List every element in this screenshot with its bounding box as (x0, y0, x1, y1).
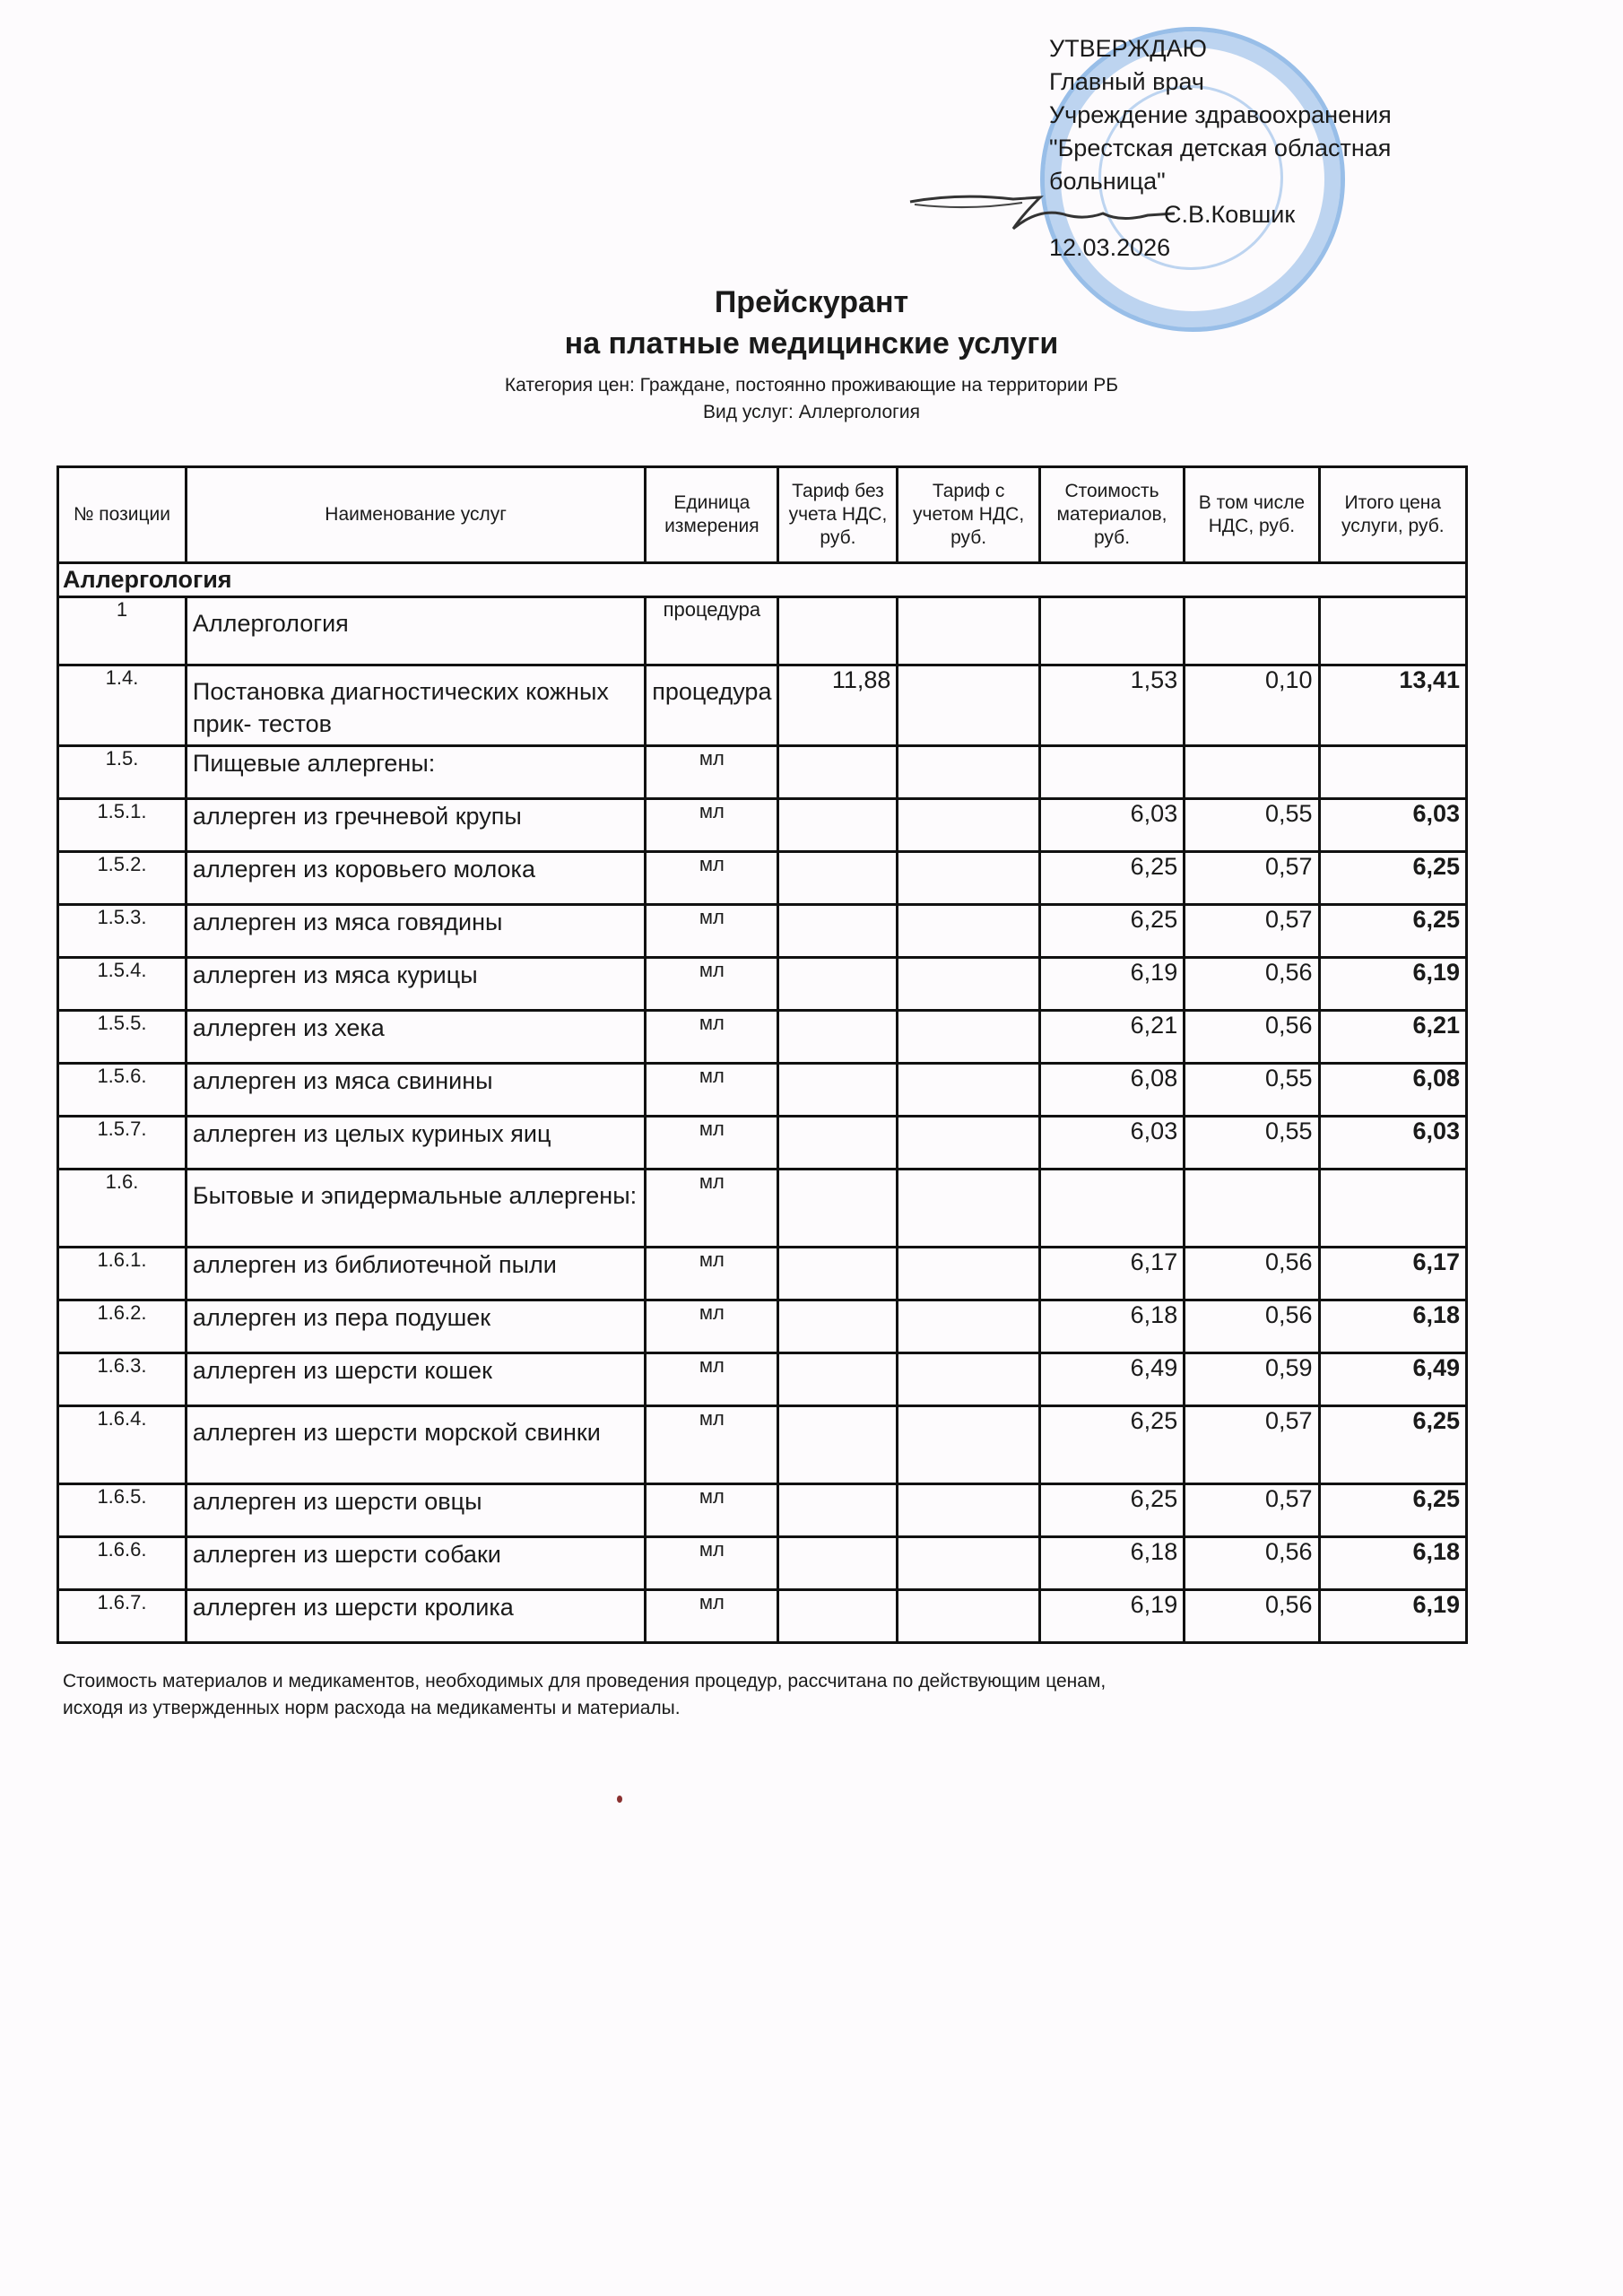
tariff-vat-cell (898, 1537, 1039, 1590)
tariff-vat-cell (898, 1406, 1039, 1484)
service-name-cell: аллерген из шерсти морской свинки (186, 1406, 645, 1484)
col-header-tariff-no-vat: Тариф без учета НДС, руб. (778, 467, 898, 563)
total-cell: 6,08 (1319, 1064, 1466, 1117)
service-name-cell: аллерген из библиотечной пыли (186, 1248, 645, 1300)
table-row (58, 958, 1467, 1011)
materials-cell: 6,19 (1039, 1590, 1184, 1643)
position-cell: 1.5.7. (58, 1117, 187, 1170)
tariff-no-vat-cell (778, 1170, 898, 1248)
unit-cell: мл (646, 1590, 778, 1643)
tariff-no-vat-cell (778, 852, 898, 905)
table-row (58, 1537, 1467, 1590)
tariff-vat-cell (898, 799, 1039, 852)
col-header-position: № позиции (58, 467, 187, 563)
page-title: Прейскурант (714, 285, 909, 319)
approval-block (1049, 32, 1392, 265)
approval-line: "Брестская детская областная (1049, 135, 1392, 161)
tariff-no-vat-cell (778, 1353, 898, 1406)
position-cell: 1.6.4. (58, 1406, 187, 1484)
materials-cell: 6,18 (1039, 1300, 1184, 1353)
vat-cell: 0,56 (1185, 958, 1319, 1011)
col-header-tariff-vat: Тариф с учетом НДС, руб. (898, 467, 1039, 563)
unit-cell: мл (646, 1537, 778, 1590)
table-row (58, 799, 1467, 852)
materials-cell: 6,25 (1039, 1406, 1184, 1484)
vat-cell (1185, 1170, 1319, 1248)
materials-cell: 6,18 (1039, 1537, 1184, 1590)
tariff-vat-cell (898, 905, 1039, 958)
approval-date: 12.03.2026 (1049, 234, 1171, 261)
tariff-no-vat-cell (778, 958, 898, 1011)
service-name-cell: Аллергология (186, 597, 645, 665)
unit-cell: мл (646, 1353, 778, 1406)
vat-cell: 0,59 (1185, 1353, 1319, 1406)
materials-cell: 6,03 (1039, 799, 1184, 852)
vat-cell: 0,56 (1185, 1011, 1319, 1064)
table-row (58, 1011, 1467, 1064)
unit-cell: мл (646, 1406, 778, 1484)
service-name-cell: аллерген из шерсти кошек (186, 1353, 645, 1406)
table-row (58, 1117, 1467, 1170)
materials-cell (1039, 597, 1184, 665)
tariff-vat-cell (898, 1300, 1039, 1353)
total-cell: 6,49 (1319, 1353, 1466, 1406)
tariff-vat-cell (898, 665, 1039, 746)
vat-cell (1185, 746, 1319, 799)
total-cell: 6,25 (1319, 1484, 1466, 1537)
tariff-no-vat-cell (778, 1484, 898, 1537)
page-subtitle: на платные медицинские услуги (564, 326, 1059, 361)
position-cell: 1.5.4. (58, 958, 187, 1011)
unit-cell: мл (646, 1064, 778, 1117)
table-row (58, 1300, 1467, 1353)
service-name-cell: аллерген из мяса курицы (186, 958, 645, 1011)
service-name-cell: аллерген из мяса свинины (186, 1064, 645, 1117)
position-cell: 1.6.2. (58, 1300, 187, 1353)
col-header-vat: В том числе НДС, руб. (1185, 467, 1319, 563)
position-cell: 1.6.7. (58, 1590, 187, 1643)
tariff-no-vat-cell (778, 1590, 898, 1643)
position-cell: 1.4. (58, 665, 187, 746)
table-row (58, 852, 1467, 905)
col-header-materials: Стоимость материалов, руб. (1039, 467, 1184, 563)
scan-speck (617, 1796, 622, 1803)
materials-cell: 6,03 (1039, 1117, 1184, 1170)
total-cell: 6,03 (1319, 1117, 1466, 1170)
section-row (58, 563, 1467, 597)
unit-cell: мл (646, 852, 778, 905)
table-row (58, 1406, 1467, 1484)
price-table (56, 465, 1468, 1644)
service-name-cell: аллерген из шерсти собаки (186, 1537, 645, 1590)
unit-cell: мл (646, 1248, 778, 1300)
col-header-total: Итого цена услуги, руб. (1319, 467, 1466, 563)
vat-cell: 0,56 (1185, 1248, 1319, 1300)
service-name-cell: аллерген из коровьего молока (186, 852, 645, 905)
approval-line: Главный врач (1049, 68, 1204, 95)
materials-cell: 6,49 (1039, 1353, 1184, 1406)
total-cell: 6,25 (1319, 1406, 1466, 1484)
vat-cell: 0,10 (1185, 665, 1319, 746)
tariff-no-vat-cell (778, 905, 898, 958)
vat-cell: 0,55 (1185, 1117, 1319, 1170)
col-header-unit: Единица измерения (646, 467, 778, 563)
vat-cell: 0,57 (1185, 1484, 1319, 1537)
position-cell: 1.5.2. (58, 852, 187, 905)
tariff-no-vat-cell (778, 1248, 898, 1300)
vat-cell: 0,55 (1185, 799, 1319, 852)
vat-cell: 0,57 (1185, 852, 1319, 905)
vat-cell: 0,57 (1185, 905, 1319, 958)
signatory-name: С.В.Ковшик (1164, 201, 1296, 228)
materials-cell: 6,25 (1039, 905, 1184, 958)
service-name-cell: аллерген из шерсти овцы (186, 1484, 645, 1537)
tariff-no-vat-cell (778, 1406, 898, 1484)
total-cell (1319, 1170, 1466, 1248)
table-row (58, 665, 1467, 746)
approval-line: УТВЕРЖДАЮ (1049, 35, 1207, 62)
table-row (58, 1248, 1467, 1300)
tariff-no-vat-cell (778, 799, 898, 852)
unit-cell: мл (646, 1011, 778, 1064)
unit-cell: мл (646, 1484, 778, 1537)
materials-cell: 6,21 (1039, 1011, 1184, 1064)
materials-cell: 6,17 (1039, 1248, 1184, 1300)
total-cell: 13,41 (1319, 665, 1466, 746)
materials-cell (1039, 746, 1184, 799)
vat-cell: 0,56 (1185, 1590, 1319, 1643)
tariff-vat-cell (898, 1590, 1039, 1643)
service-name-cell: аллерген из пера подушек (186, 1300, 645, 1353)
tariff-no-vat-cell (778, 1300, 898, 1353)
position-cell: 1.5.1. (58, 799, 187, 852)
total-cell (1319, 597, 1466, 665)
total-cell: 6,18 (1319, 1537, 1466, 1590)
approval-line: Учреждение здравоохранения (1049, 101, 1392, 128)
tariff-no-vat-cell (778, 746, 898, 799)
service-name-cell: аллерген из целых куриных яиц (186, 1117, 645, 1170)
tariff-no-vat-cell (778, 1064, 898, 1117)
vat-cell: 0,57 (1185, 1406, 1319, 1484)
service-name-cell: Пищевые аллергены: (186, 746, 645, 799)
table-row (58, 597, 1467, 665)
tariff-vat-cell (898, 1170, 1039, 1248)
service-name-cell: аллерген из гречневой крупы (186, 799, 645, 852)
tariff-vat-cell (898, 1248, 1039, 1300)
tariff-no-vat-cell (778, 1117, 898, 1170)
position-cell: 1.6.6. (58, 1537, 187, 1590)
tariff-no-vat-cell (778, 1537, 898, 1590)
tariff-vat-cell (898, 852, 1039, 905)
footnote-line: Стоимость материалов и медикаментов, необходимых для проведения процедур, рассчитана по действующим ценам, (63, 1671, 1107, 1692)
total-cell (1319, 746, 1466, 799)
materials-cell: 6,08 (1039, 1064, 1184, 1117)
vat-cell: 0,56 (1185, 1300, 1319, 1353)
position-cell: 1.6.1. (58, 1248, 187, 1300)
position-cell: 1.6. (58, 1170, 187, 1248)
footnote-line: исходя из утвержденных норм расхода на медикаменты и материалы. (63, 1698, 681, 1718)
service-name-cell: аллерген из мяса говядины (186, 905, 645, 958)
tariff-vat-cell (898, 1353, 1039, 1406)
tariff-no-vat-cell (778, 1011, 898, 1064)
position-cell: 1 (58, 597, 187, 665)
position-cell: 1.5. (58, 746, 187, 799)
table-row (58, 1484, 1467, 1537)
unit-cell: процедура (646, 665, 778, 746)
total-cell: 6,21 (1319, 1011, 1466, 1064)
footnote (63, 1668, 1106, 1722)
table-row (58, 1170, 1467, 1248)
position-cell: 1.6.5. (58, 1484, 187, 1537)
unit-cell: мл (646, 746, 778, 799)
table-row (58, 1064, 1467, 1117)
position-cell: 1.5.5. (58, 1011, 187, 1064)
materials-cell (1039, 1170, 1184, 1248)
tariff-vat-cell (898, 1011, 1039, 1064)
total-cell: 6,17 (1319, 1248, 1466, 1300)
tariff-no-vat-cell (778, 597, 898, 665)
total-cell: 6,19 (1319, 958, 1466, 1011)
materials-cell: 6,25 (1039, 852, 1184, 905)
service-name-cell: Постановка диагностических кожных прик- тестов (186, 665, 645, 746)
unit-cell: мл (646, 1117, 778, 1170)
vat-cell: 0,55 (1185, 1064, 1319, 1117)
service-name-cell: Бытовые и эпидермальные аллергены: (186, 1170, 645, 1248)
price-category: Категория цен: Граждане, постоянно проживающие на территории РБ (504, 375, 1119, 396)
total-cell: 6,18 (1319, 1300, 1466, 1353)
col-header-name: Наименование услуг (186, 467, 645, 563)
service-name-cell: аллерген из шерсти кролика (186, 1590, 645, 1643)
table-row (58, 905, 1467, 958)
total-cell: 6,03 (1319, 799, 1466, 852)
total-cell: 6,19 (1319, 1590, 1466, 1643)
tariff-vat-cell (898, 1484, 1039, 1537)
service-type: Вид услуг: Аллергология (703, 402, 920, 422)
tariff-vat-cell (898, 958, 1039, 1011)
position-cell: 1.5.3. (58, 905, 187, 958)
unit-cell: мл (646, 1170, 778, 1248)
materials-cell: 1,53 (1039, 665, 1184, 746)
tariff-vat-cell (898, 597, 1039, 665)
tariff-vat-cell (898, 746, 1039, 799)
approval-line: больница" (1049, 168, 1166, 195)
table-header-row (58, 467, 1467, 563)
table-row (58, 1353, 1467, 1406)
unit-cell: процедура (646, 597, 778, 665)
tariff-no-vat-cell: 11,88 (778, 665, 898, 746)
total-cell: 6,25 (1319, 852, 1466, 905)
tariff-vat-cell (898, 1064, 1039, 1117)
tariff-vat-cell (898, 1117, 1039, 1170)
table-row (58, 1590, 1467, 1643)
unit-cell: мл (646, 905, 778, 958)
section-title: Аллергология (58, 563, 1467, 597)
position-cell: 1.5.6. (58, 1064, 187, 1117)
position-cell: 1.6.3. (58, 1353, 187, 1406)
unit-cell: мл (646, 1300, 778, 1353)
unit-cell: мл (646, 799, 778, 852)
table-row (58, 746, 1467, 799)
materials-cell: 6,19 (1039, 958, 1184, 1011)
vat-cell: 0,56 (1185, 1537, 1319, 1590)
unit-cell: мл (646, 958, 778, 1011)
service-name-cell: аллерген из хека (186, 1011, 645, 1064)
vat-cell (1185, 597, 1319, 665)
materials-cell: 6,25 (1039, 1484, 1184, 1537)
total-cell: 6,25 (1319, 905, 1466, 958)
